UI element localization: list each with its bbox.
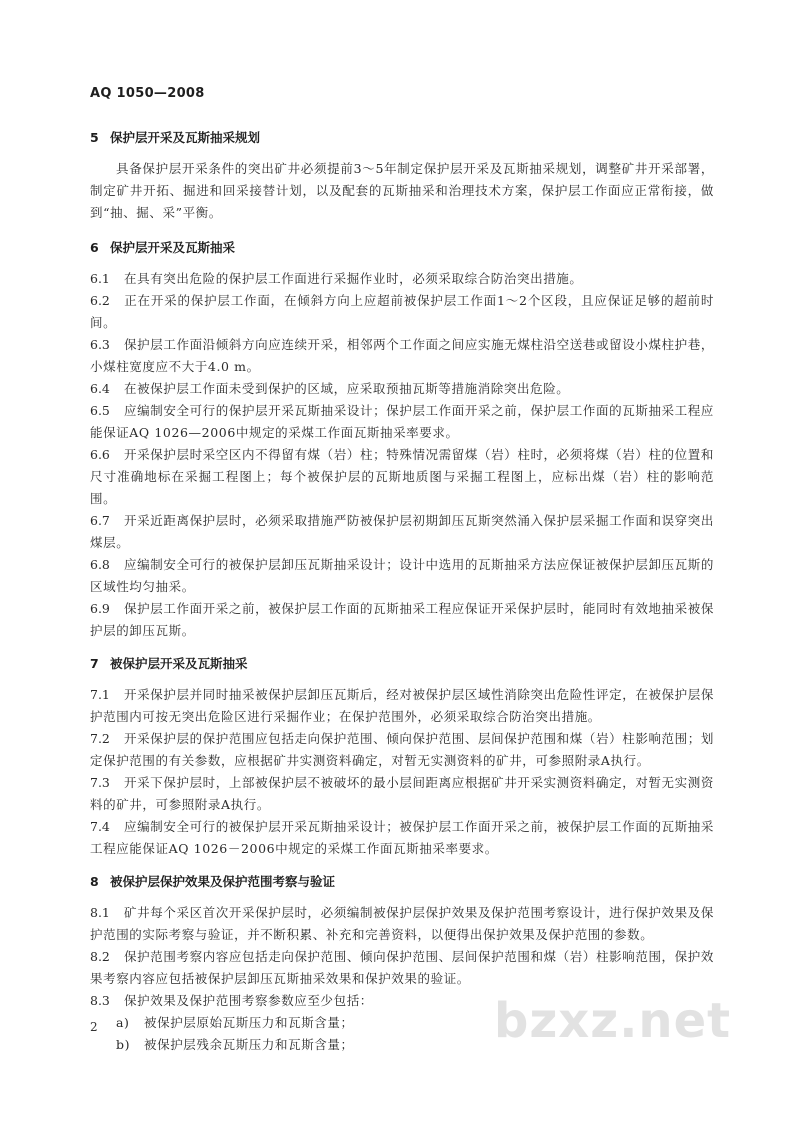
clause-text: 应编制安全可行的保护层开采瓦斯抽采设计；保护层工作面开采之前，保护层工作面的瓦斯抽采工程应能保证AQ 1026—2006中规定的采煤工作面瓦斯抽采率要求。 (90, 403, 714, 440)
clause-text: 在具有突出危险的保护层工作面进行采掘作业时，必须采取综合防治突出措施。 (124, 271, 583, 286)
section-heading-5 (90, 128, 714, 148)
clause-text: 保护范围考察内容应包括走向保护范围、倾向保护范围、层间保护范围和煤（岩）柱影响范围，保护效果考察内容应包括被保护层卸压瓦斯抽采效果和保护效果的验证。 (90, 949, 714, 986)
list-marker: a) (116, 1015, 130, 1030)
clause-number: 6.1 (90, 271, 110, 286)
section-number: 7 (90, 656, 99, 671)
clause-text: 开采保护层的保护范围应包括走向保护范围、倾向保护范围、层间保护范围和煤（岩）柱影响范围；划定保护范围的有关参数，应根据矿井实测资料确定，对暂无实测资料的矿井，可参照附录A执行。 (90, 731, 714, 768)
document-body (90, 128, 714, 1056)
clause-7-3 (90, 772, 714, 816)
paragraph: 具备保护层开采条件的突出矿井必须提前3～5年制定保护层开采及瓦斯抽采规划，调整矿井开采部署，制定矿井开拓、掘进和回采接替计划，以及配套的瓦斯抽采和治理技术方案，保护层工作面应正常衔接，做到“抽、掘、采”平衡。 (90, 161, 714, 220)
clause-number: 6.2 (90, 293, 110, 308)
clause-number: 7.1 (90, 687, 110, 702)
clause-text: 保护层工作面沿倾斜方向应连续开采，相邻两个工作面之间应实施无煤柱沿空送巷或留设小煤柱护巷，小煤柱宽度应不大于4.0 m。 (90, 337, 714, 374)
clause-text: 开采下保护层时，上部被保护层不被破坏的最小层间距离应根据矿井开采实测资料确定，对暂无实测资料的矿井，可参照附录A执行。 (90, 775, 714, 812)
section-number: 6 (90, 240, 99, 255)
clause-8-2 (90, 946, 714, 990)
clause-8-1 (90, 902, 714, 946)
clause-text: 应编制安全可行的被保护层开采瓦斯抽采设计；被保护层工作面开采之前，被保护层工作面的瓦斯抽采工程应能保证AQ 1026－2006中规定的采煤工作面瓦斯抽采率要求。 (90, 819, 714, 856)
section-title: 保护层开采及瓦斯抽采规划 (110, 130, 261, 145)
section-heading-6 (90, 238, 714, 258)
clause-number: 7.2 (90, 731, 110, 746)
list-text: 被保护层残余瓦斯压力和瓦斯含量； (144, 1037, 354, 1052)
list-marker: b) (116, 1037, 131, 1052)
watermark-text: bzxz.net (494, 993, 732, 1049)
section-number: 5 (90, 130, 99, 145)
clause-text: 开采保护层并同时抽采被保护层卸压瓦斯后，经对被保护层区域性消除突出危险性评定，在被保护层保护范围内可按无突出危险区进行采掘作业；在保护范围外，必须采取综合防治突出措施。 (90, 687, 714, 724)
clause-6-4 (90, 378, 714, 400)
clause-7-1 (90, 684, 714, 728)
clause-number: 6.7 (90, 513, 110, 528)
clause-text: 开采近距离保护层时，必须采取措施严防被保护层初期卸压瓦斯突然涌入保护层采掘工作面和误穿突出煤层。 (90, 513, 714, 550)
clause-text: 在被保护层工作面未受到保护的区域，应采取预抽瓦斯等措施消除突出危险。 (124, 381, 570, 396)
clause-text: 正在开采的保护层工作面，在倾斜方向上应超前被保护层工作面1～2个区段，且应保证足够的超前时间。 (90, 293, 714, 330)
clause-text: 开采保护层时采空区内不得留有煤（岩）柱；特殊情况需留煤（岩）柱时，必须将煤（岩）柱的位置和尺寸准确地标在采掘工程图上；每个被保护层的瓦斯地质图与采掘工程图上，应标出煤（岩）柱的影响范围。 (90, 447, 714, 506)
clause-6-5 (90, 400, 714, 444)
section-title: 被保护层保护效果及保护范围考察与验证 (110, 874, 336, 889)
section-heading-8 (90, 872, 714, 892)
section-title: 被保护层开采及瓦斯抽采 (110, 656, 248, 671)
clause-6-1 (90, 268, 714, 290)
clause-number: 8.2 (90, 949, 110, 964)
section-number: 8 (90, 874, 99, 889)
clause-number: 6.9 (90, 601, 110, 616)
clause-number: 8.1 (90, 905, 110, 920)
clause-text: 保护层工作面开采之前，被保护层工作面的瓦斯抽采工程应保证开采保护层时，能同时有效地抽采被保护层的卸压瓦斯。 (90, 601, 714, 638)
clause-number: 6.6 (90, 447, 110, 462)
clause-number: 8.3 (90, 993, 110, 1008)
clause-7-4 (90, 816, 714, 860)
clause-6-3 (90, 334, 714, 378)
clause-6-9 (90, 598, 714, 642)
clause-6-8 (90, 554, 714, 598)
clause-number: 7.3 (90, 775, 110, 790)
clause-6-6 (90, 444, 714, 510)
clause-text: 应编制安全可行的被保护层卸压瓦斯抽采设计；设计中选用的瓦斯抽采方法应保证被保护层卸压瓦斯的区域性均匀抽采。 (90, 557, 714, 594)
clause-number: 7.4 (90, 819, 110, 834)
clause-number: 6.4 (90, 381, 110, 396)
clause-text: 矿井每个采区首次开采保护层时，必须编制被保护层保护效果及保护范围考察设计，进行保护效果及保护范围的实际考察与验证，并不断积累、补充和完善资料，以便得出保护效果及保护范围的参数。 (90, 905, 714, 942)
document-id: AQ 1050—2008 (90, 86, 205, 101)
page-number: 2 (90, 1020, 98, 1034)
clause-number: 6.5 (90, 403, 110, 418)
list-text: 被保护层原始瓦斯压力和瓦斯含量； (144, 1015, 354, 1030)
clause-6-2 (90, 290, 714, 334)
clause-number: 6.3 (90, 337, 110, 352)
section-title: 保护层开采及瓦斯抽采 (110, 240, 236, 255)
section-heading-7 (90, 654, 714, 674)
clause-7-2 (90, 728, 714, 772)
clause-6-7 (90, 510, 714, 554)
clause-text: 保护效果及保护范围考察参数应至少包括： (124, 993, 373, 1008)
clause-number: 6.8 (90, 557, 110, 572)
